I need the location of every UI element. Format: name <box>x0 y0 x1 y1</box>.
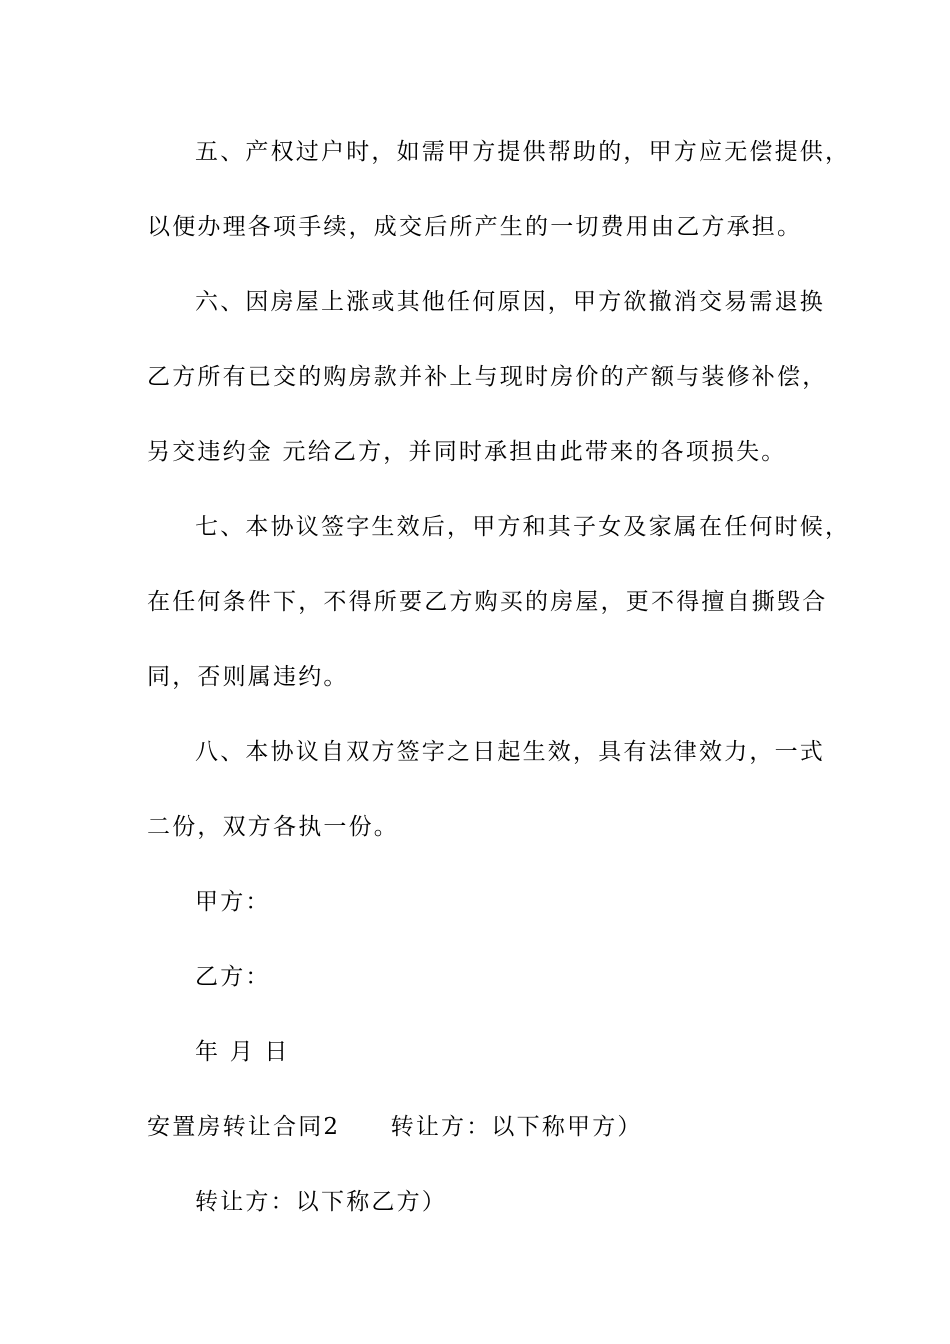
clause-6-line-2: 乙方所有已交的购房款并补上与现时房价的产额与装修补偿， <box>147 364 828 390</box>
party-b-signature-label: 乙方： <box>195 964 271 990</box>
clause-7-line-2: 在任何条件下，不得所要乙方购买的房屋，更不得擅自撕毁合 <box>147 589 828 615</box>
clause-5-line-1: 五、产权过户时，如需甲方提供帮助的，甲方应无偿提供， <box>195 139 851 165</box>
clause-6-line-1: 六、因房屋上涨或其他任何原因，甲方欲撤消交易需退换 <box>195 289 825 315</box>
clause-8-line-1: 八、本协议自双方签字之日起生效，具有法律效力，一式 <box>195 739 825 765</box>
transferee-line: 转让方：以下称乙方） <box>195 1189 447 1215</box>
clause-7-line-1: 七、本协议签字生效后，甲方和其子女及家属在任何时候， <box>195 514 851 540</box>
party-a-signature-label: 甲方： <box>195 889 271 915</box>
clause-8-line-2: 二份，双方各执一份。 <box>147 814 399 840</box>
date-line: 年 月 日 <box>195 1039 290 1065</box>
second-contract-title-line: 安置房转让合同2 转让方：以下称甲方） <box>147 1114 643 1140</box>
clause-7-line-3: 同，否则属违约。 <box>147 664 349 690</box>
clause-5-line-2: 以便办理各项手续，成交后所产生的一切费用由乙方承担。 <box>147 214 803 240</box>
clause-6-line-3: 另交违约金 元给乙方，并同时承担由此带来的各项损失。 <box>147 439 787 465</box>
